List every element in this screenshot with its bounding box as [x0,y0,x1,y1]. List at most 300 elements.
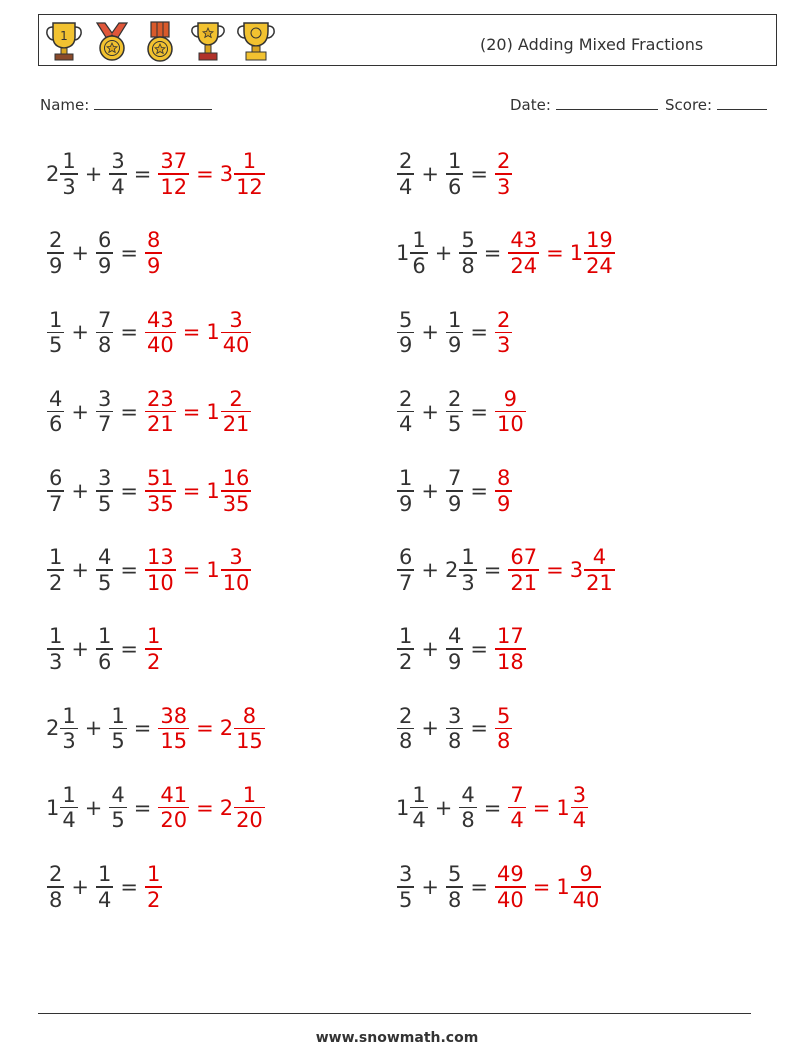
answer-improper-numerator: 38 [160,703,188,728]
equals-sign: = [133,716,152,741]
answer-improper-numerator: 43 [510,228,538,253]
addend-b-numerator: 7 [447,466,462,490]
answer-improper-fraction [495,467,512,515]
svg-text:1: 1 [60,29,68,43]
addend-b-numerator: 2 [447,386,462,411]
addend-b-numerator: 1 [447,149,462,174]
problem-item [46,461,252,521]
answer [507,546,615,594]
answer-mixed-whole: 1 [206,478,220,503]
addend-a-fraction [397,388,414,436]
addend-a-denominator: 5 [399,887,413,912]
addend-b-numerator: 6 [97,228,112,253]
answer [507,229,615,277]
addend-b-numerator: 5 [461,228,475,253]
addend-a-denominator: 7 [399,570,413,595]
addend-a-denominator: 8 [399,729,413,754]
answer-mixed-fraction [221,546,252,594]
answer [144,388,252,436]
addend-b-fraction [96,229,113,277]
problem-item [396,857,602,917]
trophy-icon [43,19,85,63]
answer-mixed-numerator: 19 [586,228,613,253]
addend-b-denominator: 5 [111,729,125,754]
award-icons [43,19,277,63]
problem-item [396,302,513,362]
answer-equals-sign: = [532,874,551,899]
answer-improper-fraction [145,467,176,515]
equals-sign: = [470,716,488,741]
addend-a-fraction [47,229,64,277]
plus-sign: + [84,795,103,820]
answer-mixed-fraction [221,467,252,515]
plus-sign: + [421,716,439,741]
answer-improper-denominator: 18 [496,649,524,674]
problem-item [396,461,513,521]
equals-sign: = [483,558,502,582]
addend-a-fraction [397,705,414,753]
answer-mixed-denominator: 40 [222,333,250,358]
answer-improper-denominator: 8 [496,729,511,754]
answer-improper-fraction [508,784,525,832]
footer-divider [38,1013,751,1014]
addend-a-fraction [47,467,64,515]
addend-a-denominator: 7 [49,491,63,516]
answer-improper-denominator: 15 [160,729,188,754]
answer [144,467,252,515]
answer-equals-sign: = [196,716,214,741]
name-label: Name: [40,96,90,114]
answer [144,625,163,673]
problem-item [396,540,616,600]
answer-mixed-whole: 1 [206,558,220,582]
addend-b-numerator: 3 [97,466,112,490]
addend-b-numerator: 1 [461,545,475,570]
addend-b-denominator: 5 [97,570,112,595]
plus-sign: + [71,558,89,582]
addend-a-whole: 2 [46,716,60,741]
answer-mixed-fraction [571,784,588,832]
plus-sign: + [421,399,439,424]
addend-b-denominator: 8 [461,253,475,278]
plus-sign: + [421,874,439,899]
problem-item [46,302,252,362]
addend-b-fraction [446,309,463,357]
answer-improper-numerator: 5 [496,703,511,728]
addend-b-fraction [109,784,126,832]
addend-a-numerator: 1 [49,307,63,332]
answer [157,150,265,198]
addend-b-denominator: 9 [447,491,462,516]
problem-item [46,540,252,600]
addend-a-numerator: 2 [399,149,413,174]
answer-mixed-numerator: 2 [229,386,243,411]
addend-b-fraction [96,467,113,515]
plus-sign: + [71,637,89,662]
answer-improper-fraction [145,309,176,357]
answer-mixed-denominator: 20 [236,808,263,833]
addend-a-numerator: 1 [399,466,413,490]
addend-a-fraction [397,467,414,515]
plus-sign: + [71,478,89,503]
equals-sign: = [483,241,502,266]
answer-equals-sign: = [196,795,214,820]
answer-improper-numerator: 13 [146,545,174,570]
addend-a-denominator: 9 [399,333,413,358]
addend-b-denominator: 6 [447,174,462,199]
addend-a-fraction [60,150,77,198]
addend-b-fraction [459,229,476,277]
addend-a-fraction [397,150,414,198]
addend-b-fraction [109,705,126,753]
equals-sign: = [120,399,138,424]
answer-improper-numerator: 41 [160,782,188,807]
addend-a-denominator: 4 [62,808,76,833]
answer-mixed-whole: 1 [556,795,570,820]
answer-equals-sign: = [182,478,201,503]
answer [144,546,252,594]
addend-b-fraction [96,309,113,357]
answer-improper-fraction [495,705,512,753]
addend-a-fraction [397,863,414,911]
answer-improper-numerator: 8 [496,466,511,490]
addend-b-denominator: 5 [447,412,462,437]
addend-b-denominator: 8 [447,729,462,754]
worksheet-title: (20) Adding Mixed Fractions [480,35,704,54]
equals-sign: = [470,637,488,662]
addend-a-denominator: 4 [399,412,413,437]
answer-improper-numerator: 23 [146,386,174,411]
answer-equals-sign: = [546,241,564,266]
answer-mixed-fraction [234,784,265,832]
addend-a-whole: 1 [396,795,410,820]
answer-improper-denominator: 9 [146,253,161,278]
badge-medal-icon [139,19,181,63]
answer-mixed-denominator: 21 [586,570,613,595]
addend-a-numerator: 1 [62,149,76,174]
answer-mixed-whole: 2 [219,716,234,741]
addend-b-whole: 2 [444,558,459,582]
addend-a-denominator: 4 [412,808,426,833]
answer-improper-numerator: 8 [146,228,161,253]
addend-a-denominator: 5 [49,333,63,358]
answer-equals-sign: = [532,795,551,820]
equals-sign: = [120,874,138,899]
answer-mixed-fraction [221,388,252,436]
answer-mixed-denominator: 15 [236,729,263,754]
answer-improper-denominator: 4 [510,808,524,833]
answer-equals-sign: = [182,558,201,582]
answer-mixed-whole: 1 [569,241,584,266]
answer-mixed-numerator: 3 [229,545,243,570]
answer-improper-denominator: 40 [146,333,174,358]
addend-b-denominator: 9 [447,333,462,358]
answer-improper-fraction [145,388,176,436]
answer-improper-denominator: 10 [496,412,524,437]
addend-b-denominator: 8 [447,887,462,912]
answer-mixed-whole: 1 [206,399,220,424]
answer-improper-numerator: 51 [146,466,174,490]
addend-a-denominator: 2 [399,649,413,674]
addend-b-denominator: 9 [97,253,112,278]
addend-a-denominator: 2 [49,570,63,595]
addend-b-fraction [446,388,463,436]
name-blank[interactable] [94,94,212,110]
score-field [665,94,767,114]
addend-b-fraction [446,150,463,198]
equals-sign: = [470,320,488,345]
equals-sign: = [470,162,488,186]
answer-improper-denominator: 3 [496,333,511,358]
answer-mixed-denominator: 12 [236,174,263,199]
answer-mixed-denominator: 40 [572,887,600,912]
addend-a-denominator: 4 [399,174,413,199]
answer-mixed-whole: 3 [219,162,234,186]
answer-mixed-fraction [234,150,265,198]
answer-improper-denominator: 9 [496,491,511,516]
plus-sign: + [71,320,89,345]
addend-b-numerator: 1 [447,307,462,332]
answer-mixed-fraction [234,705,265,753]
plus-sign: + [71,241,89,266]
score-label: Score: [665,96,713,114]
addend-a-numerator: 1 [49,624,63,649]
answer-mixed-numerator: 3 [229,307,243,332]
addend-b-denominator: 9 [447,649,462,674]
addend-a-numerator: 1 [49,545,63,570]
answer-improper-numerator: 2 [496,149,511,174]
answer-improper-fraction [495,388,526,436]
addend-b-numerator: 4 [97,545,112,570]
answer [494,150,513,198]
plus-sign: + [421,558,439,582]
addend-a-whole: 1 [396,241,410,266]
worksheet-header [38,14,777,66]
addend-a-denominator: 9 [49,253,63,278]
addend-a-denominator: 6 [412,253,426,278]
addend-b-fraction [446,705,463,753]
answer-improper-fraction [495,150,512,198]
date-blank[interactable] [556,94,658,110]
answer-mixed-whole: 2 [219,795,234,820]
addend-a-fraction [410,784,427,832]
addend-b-denominator: 3 [461,570,475,595]
answer-mixed-numerator: 16 [222,466,250,490]
addend-a-numerator: 2 [49,862,63,886]
addend-b-fraction [459,546,476,594]
answer-improper-fraction [508,546,539,594]
answer-improper-fraction [145,229,162,277]
answer-mixed-fraction [584,229,615,277]
addend-a-fraction [397,546,414,594]
addend-a-fraction [47,309,64,357]
answer-equals-sign: = [182,320,201,345]
problem-item [396,382,527,442]
answer-improper-denominator: 2 [146,649,161,674]
addend-b-numerator: 1 [111,703,125,728]
problem-item [46,619,163,679]
equals-sign: = [470,399,488,424]
answer-mixed-whole: 1 [556,874,570,899]
answer-mixed-denominator: 4 [572,808,587,833]
equals-sign: = [120,558,138,582]
answer-equals-sign: = [546,558,564,582]
problem-item [396,778,589,838]
answer-improper-denominator: 40 [496,887,524,912]
answer-improper-numerator: 67 [510,545,538,570]
cup-trophy-icon [235,19,277,63]
addend-a-numerator: 1 [412,782,426,807]
answer-improper-numerator: 9 [503,386,518,411]
answer [494,388,527,436]
answer-improper-denominator: 20 [160,808,188,833]
addend-a-whole: 2 [46,162,60,186]
answer-improper-fraction [495,309,512,357]
problem-item [396,144,513,204]
answer-equals-sign: = [182,399,201,424]
answer-improper-fraction [495,863,526,911]
answer-improper-numerator: 1 [146,624,161,649]
addend-a-fraction [397,625,414,673]
answer-improper-fraction [158,150,189,198]
addend-a-numerator: 1 [399,624,413,649]
addend-b-denominator: 6 [97,649,112,674]
answer-improper-denominator: 21 [146,412,174,437]
answer-improper-denominator: 24 [510,253,538,278]
score-blank[interactable] [717,94,767,110]
answer-improper-numerator: 1 [146,862,161,886]
addend-a-numerator: 1 [62,782,76,807]
answer-improper-denominator: 21 [510,570,538,595]
equals-sign: = [120,241,138,266]
answer-improper-denominator: 2 [146,887,161,912]
answer [494,625,527,673]
star-trophy-icon [187,19,229,63]
addend-a-fraction [47,388,64,436]
plus-sign: + [84,162,103,186]
answer-mixed-denominator: 24 [586,253,613,278]
equals-sign: = [133,162,152,186]
addend-a-numerator: 2 [49,228,63,253]
answer-improper-fraction [158,705,189,753]
answer [494,863,602,911]
equals-sign: = [483,795,502,820]
addend-a-fraction [47,863,64,911]
addend-b-fraction [459,784,476,832]
problem-item [46,857,163,917]
answer [157,705,265,753]
date-label: Date: [510,96,551,114]
addend-a-fraction [60,705,77,753]
answer-improper-numerator: 49 [496,862,524,886]
addend-b-numerator: 4 [111,782,125,807]
addend-a-denominator: 8 [49,887,63,912]
addend-a-denominator: 3 [49,649,63,674]
answer-equals-sign: = [196,162,214,186]
name-field [40,94,212,114]
answer-improper-fraction [508,229,539,277]
addend-a-denominator: 9 [399,491,413,516]
addend-a-fraction [397,309,414,357]
problem-item [396,223,616,283]
addend-a-numerator: 2 [399,703,413,728]
answer-mixed-whole: 3 [569,558,584,582]
answer [144,309,252,357]
answer-mixed-denominator: 10 [222,570,250,595]
addend-b-denominator: 8 [97,333,112,358]
problem-item [46,144,266,204]
problem-item [396,698,513,758]
plus-sign: + [434,795,453,820]
addend-b-denominator: 5 [97,491,112,516]
addend-b-numerator: 3 [97,386,112,411]
answer-mixed-denominator: 35 [222,491,250,516]
answer-improper-numerator: 17 [496,624,524,649]
answer-improper-denominator: 35 [146,491,174,516]
answer-mixed-numerator: 3 [572,782,587,807]
problem-item [46,778,266,838]
plus-sign: + [71,399,89,424]
addend-a-numerator: 1 [62,703,76,728]
answer-improper-numerator: 37 [160,149,188,174]
problem-item [46,698,266,758]
addend-b-numerator: 7 [97,307,112,332]
date-field [510,94,658,114]
answer-improper-fraction [145,546,176,594]
addend-b-fraction [446,467,463,515]
answer-improper-numerator: 7 [510,782,524,807]
problem-item [46,223,163,283]
plus-sign: + [421,320,439,345]
addend-a-numerator: 4 [49,386,63,411]
addend-a-numerator: 1 [412,228,426,253]
plus-sign: + [71,874,89,899]
problem-item [46,382,252,442]
equals-sign: = [120,637,138,662]
answer-improper-numerator: 43 [146,307,174,332]
answer-improper-denominator: 12 [160,174,188,199]
addend-b-denominator: 5 [111,808,125,833]
addend-a-fraction [47,625,64,673]
answer [157,784,265,832]
answer-mixed-denominator: 21 [222,412,250,437]
addend-b-numerator: 4 [447,624,462,649]
addend-a-denominator: 3 [62,174,76,199]
addend-b-numerator: 3 [111,149,125,174]
answer-improper-fraction [145,863,162,911]
plus-sign: + [421,637,439,662]
answer-mixed-fraction [221,309,252,357]
answer [494,705,513,753]
equals-sign: = [120,320,138,345]
addend-b-denominator: 4 [111,174,125,199]
equals-sign: = [133,795,152,820]
answer-mixed-numerator: 4 [592,545,607,570]
plus-sign: + [421,162,439,186]
answer-improper-denominator: 3 [496,174,511,199]
answer-mixed-numerator: 8 [242,703,257,728]
footer-url: www.snowmath.com [315,1030,479,1046]
answer [144,229,163,277]
addend-b-fraction [109,150,126,198]
answer [144,863,163,911]
addend-b-fraction [446,625,463,673]
addend-a-numerator: 5 [399,307,413,332]
answer-mixed-fraction [571,863,602,911]
addend-b-fraction [96,546,113,594]
addend-b-fraction [96,625,113,673]
addend-b-numerator: 3 [447,703,462,728]
